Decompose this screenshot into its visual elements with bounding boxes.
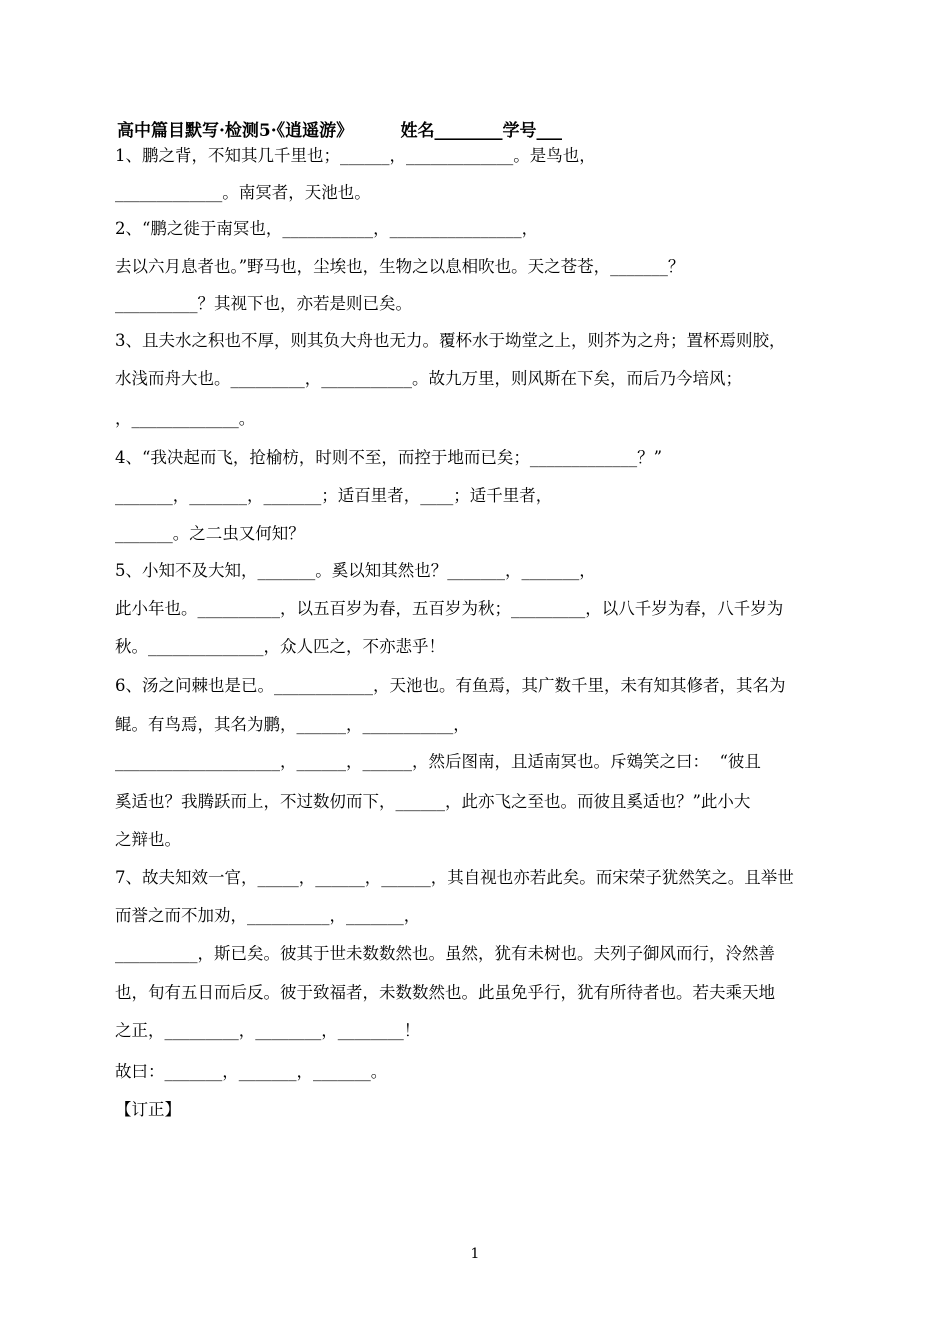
text-line: 2、“鹏之徙于南冥也，___________，________________， <box>115 219 539 238</box>
text-line: ____________________，______，______，然后图南，且适南冥也。斥鴳笑之曰： “彼且 <box>115 752 761 771</box>
text-line: 之正，_________，________，________！ <box>115 1021 421 1040</box>
text-line: 故曰：_______，_______，_______。 <box>115 1062 388 1081</box>
text-line: 7、故夫知效一官，_____，______，______，其自视也亦若此矣。而宋荣子犹然笑之。且举世 <box>115 868 794 887</box>
text-line: _____________。南冥者，天池也。 <box>115 183 371 202</box>
text-line: ，_____________。 <box>115 409 256 428</box>
text-line: __________？其视下也，亦若是则已矣。 <box>115 294 412 313</box>
text-line: _______，_______，_______；适百里者，____；适千里者， <box>115 486 553 505</box>
text-line: 鲲。有鸟焉，其名为鹏，______，___________， <box>115 715 470 734</box>
text-line: 水浅而舟大也。_________，___________。故九万里，则风斯在下矣，而后乃今培风； <box>115 369 742 388</box>
text-line: 去以六月息者也。”野马也，尘埃也，生物之以息相吹也。天之苍苍，_______？ <box>115 257 685 276</box>
text-line: 此小年也。__________，以五百岁为春，五百岁为秋；_________，以八千岁为春，八千岁为 <box>115 599 784 618</box>
text-line: 5、小知不及大知，_______。奚以知其然也？_______，_______， <box>115 561 596 580</box>
page-number: 1 <box>470 1246 480 1262</box>
text-line: _______。之二虫又何知？ <box>115 524 305 543</box>
text-line: 而誉之而不加劝，__________，_______， <box>115 906 421 925</box>
text-line: __________，斯已矣。彼其于世未数数然也。虽然，犹有未树也。夫列子御风而行，泠然善 <box>115 944 775 963</box>
text-line: 4、“我决起而飞，抢榆枋，时则不至，而控于地而已矣；_____________？” <box>115 448 663 467</box>
text-line: 奚适也？我腾跃而上，不过数仞而下，______，此亦飞之至也。而彼且奚适也？”此小大 <box>115 792 751 811</box>
text-line: 秋。______________，众人匹之，不亦悲乎！ <box>115 637 445 656</box>
text-line: 之辩也。 <box>115 830 181 849</box>
text-line: 6、汤之问棘也是已。____________，天池也。有鱼焉，其广数千里，未有知其修者，其名为 <box>115 676 786 695</box>
worksheet-title <box>117 116 562 141</box>
text-line: 1、鹏之背，不知其几千里也；______，_____________。是鸟也， <box>115 146 596 165</box>
text-line: 也，旬有五日而后反。彼于致福者，未数数然也。此虽免乎行，犹有所待者也。若夫乘天地 <box>115 983 775 1002</box>
name-id-fields: 姓名________学号___ <box>400 121 563 141</box>
title-text: 高中篇目默写·检测5·《逍遥游》 <box>117 121 354 141</box>
correction-heading: 【订正】 <box>115 1100 181 1119</box>
text-line: 3、且夫水之积也不厚，则其负大舟也无力。覆杯水于坳堂之上，则芥为之舟；置杯焉则胶， <box>115 331 786 350</box>
